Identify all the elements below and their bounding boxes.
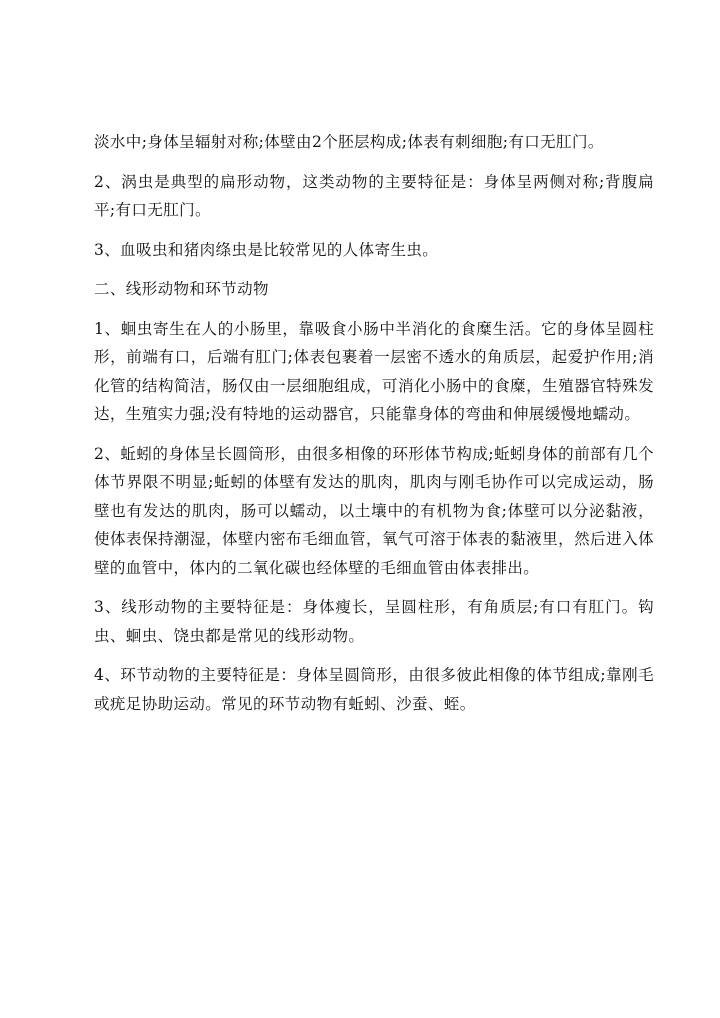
paragraph-annelid-traits: 4、环节动物的主要特征是：身体呈圆筒形，由很多彼此相像的体节组成;靠刚毛或疣足协助运动。常见的环节动物有蚯蚓、沙蚕、蛭。 [94,666,654,713]
paragraph-planarian: 2、涡虫是典型的扁形动物，这类动物的主要特征是：身体呈两侧对称;背腹扁平;有口无肛门。 [94,172,654,219]
paragraph-parasites: 3、血吸虫和猪肉绦虫是比较常见的人体寄生虫。 [94,240,439,259]
document-body [94,128,654,729]
paragraph-earthworm: 2、蚯蚓的身体呈长圆筒形，由很多相像的环形体节构成;蚯蚓身体的前部有几个体节界限不明显;蚯蚓的体壁有发达的肌肉，肌肉与刚毛协作可以完成运动，肠壁也有发达的肌肉，肠可以蠕动，以土壤中的有机物为食;体壁可以分泌黏液，使体表保持潮湿，体壁内密布毛细血管，氧气可溶于体表的黏液里，然后进入体壁的血管中，体内的二氧化碳也经体壁的毛细血管由体表排出。 [94,444,654,577]
paragraph-nematode-traits: 3、线形动物的主要特征是：身体瘦长，呈圆柱形，有角质层;有口有肛门。钩虫、蛔虫、饶虫都是常见的线形动物。 [94,598,654,645]
section-heading: 二、线形动物和环节动物 [94,280,269,298]
paragraph-cnidarian-traits: 淡水中;身体呈辐射对称;体壁由2个胚层构成;体表有刺细胞;有口无肛门。 [94,133,604,151]
paragraph-roundworm: 1、蛔虫寄生在人的小肠里，靠吸食小肠中半消化的食糜生活。它的身体呈圆柱形，前端有口，后端有肛门;体表包裹着一层密不透水的角质层，起爱护作用;消化管的结构简洁，肠仅由一层细胞组成，可消化小肠中的食糜，生殖器官特殊发达，生殖实力强;没有特地的运动器官，只能靠身体的弯曲和伸展缓慢地蠕动。 [94,319,654,423]
